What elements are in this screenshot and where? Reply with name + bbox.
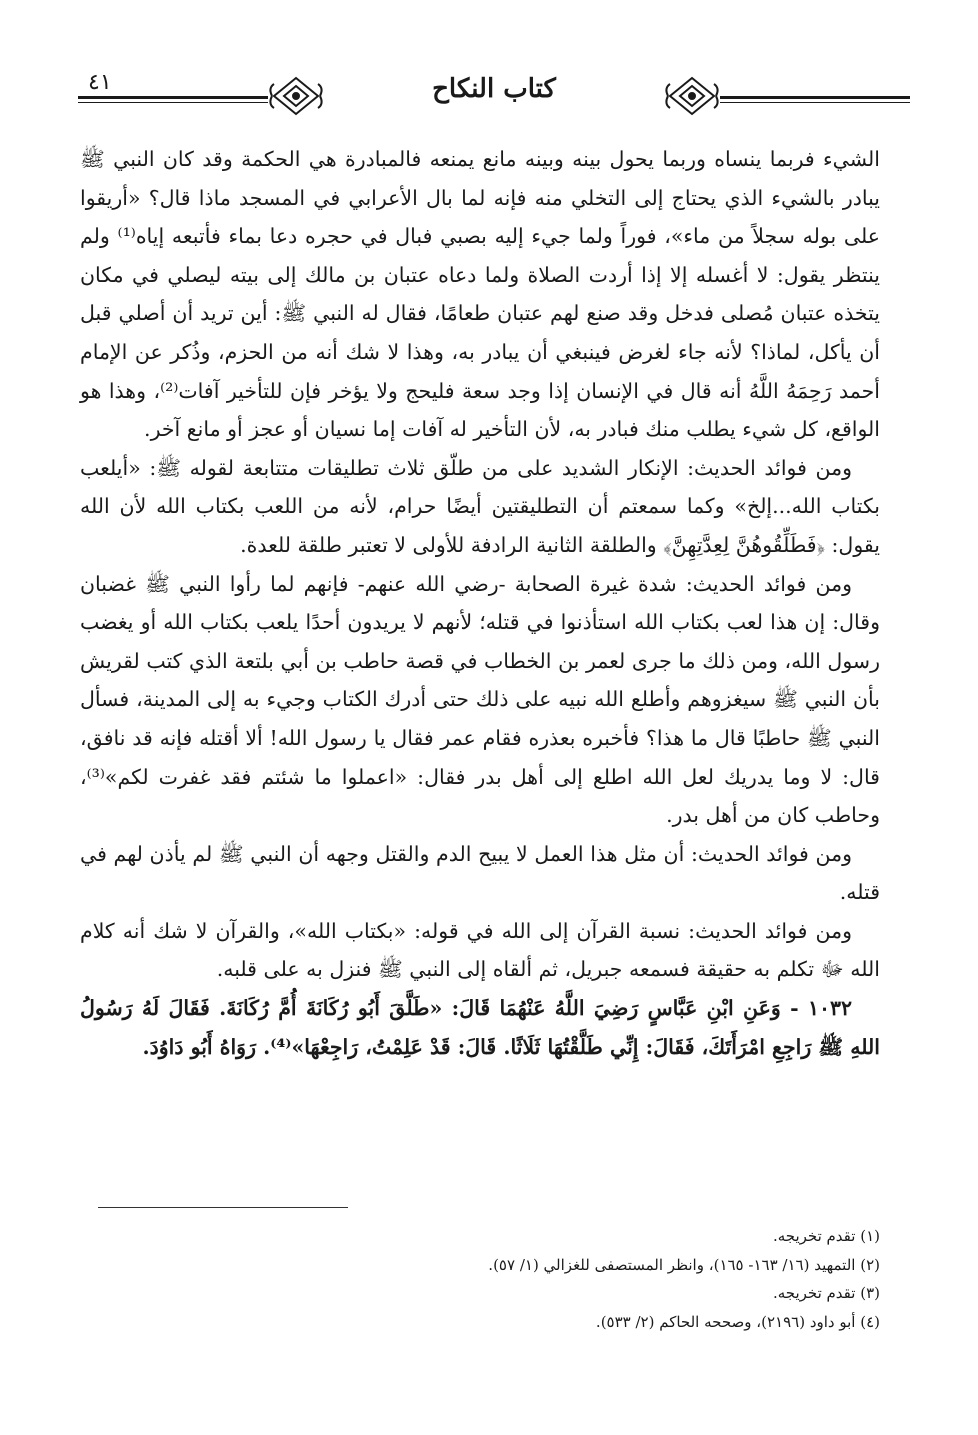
hadith-text: ١٠٣٢ - وَعَنِ ابْنِ عَبَّاسٍ رَضِيَ اللَّهُ عَنْهُمَا قَالَ: «طَلَّقَ أَبُو رُكَانَةَ أُمَّ رُكَانَةَ. فَقَالَ لَهُ رَسُولُ اللهِ ﷺ رَاجِعِ امْرَأَتَكَ، فَقَالَ: إِنِّي طَلَّقْتُهَا ثَلَاثًا. قَالَ: قَدْ عَلِمْتُ، رَاجِعْهَا»⁽⁴⁾. رَوَاهُ أَبُو دَاوُدَ. [80, 996, 880, 1059]
footnote: (٤) أبو داود (٢١٩٦)، وصححه الحاكم (٢/ ٥٣٣). [595, 1312, 880, 1331]
footnote: (٣) تقدم تخريجه. [772, 1284, 880, 1302]
paragraph: الشيء فربما ينساه وربما يحول بينه وبينه مانع يمنعه فالمبادرة هي الحكمة وقد كان النبي ﷺ يبادر بالشيء الذي يحتاج إلى التخلي منه فإنه لما بال الأعرابي في المسجد ماذا قال؟ «أريقوا على بوله سجلاً من ماء»، فوراً ولما جيء إليه بصبي فبال في حجره دعا بماء فأتبعه إياه⁽¹⁾ ولم ينتظر يقول: لا أغسله إلا إذا أردت الصلاة ولما دعاه عتبان بن مالك إلى بيته ليصلي في مكان يتخذه عتبان مُصلى فدخل وقد صنع لهم عتبان طعامًا، فقال له النبي ﷺ: أين تريد أن أصلي قبل أن يأكل، لماذا؟ لأنه جاء لغرض فينبغي أن يبادر به، وهذا لا شك أنه من الحزم، وذُكر عن الإمام أحمد رَحِمَهُ اللَّهُ أنه قال في الإنسان إذا وجد سعة فليحج ولا يؤخر فإن للتأخير آفات⁽²⁾، وهذا هو الواقع، كل شيء يطلب منك فبادر به، لأن التأخير له آفات إما نسيان أو عجز أو مانع آخر. [80, 147, 881, 442]
paragraph: ومن فوائد الحديث: الإنكار الشديد على من طلّق ثلاث تطليقات متتابعة لقوله ﷺ: «أيلعب بكتاب الله...إلخ» وكما سمعتم أن التطليقتين أيضًا حرام، لأنه من اللعب بكتاب الله لأن الله يقول: ﴿فَطَلِّقُوهُنَّ لِعِدَّتِهِنَّ﴾ والطلقة الثانية الرادفة للأولى لا تعتبر طلقة للعدة. [80, 455, 880, 557]
ornament-right-icon [664, 74, 720, 118]
header-rule-left [78, 96, 268, 99]
footnote-divider [98, 1207, 348, 1208]
header-rule-right [720, 96, 910, 99]
page-number: ٤١ [88, 70, 112, 95]
running-title: كتاب النكاح [432, 74, 556, 104]
paragraph: ومن فوائد الحديث: أن مثل هذا العمل لا يبيح الدم والقتل وجهه أن النبي ﷺ لم يأذن لهم في قتله. [80, 841, 880, 905]
header-rule-left-thin [78, 102, 268, 103]
main-text [80, 140, 880, 1066]
paragraph: ومن فوائد الحديث: نسبة القرآن إلى الله في قوله: «بكتاب الله»، والقرآن لا شك أنه كلام الله ﷻ تكلم به حقيقة فسمعه جبريل، ثم ألقاه إلى النبي ﷺ فنزل به على قلبه. [80, 918, 880, 982]
header-rule-right-thin [720, 102, 910, 103]
paragraph: ومن فوائد الحديث: شدة غيرة الصحابة -رضي الله عنهم- فإنهم لما رأوا النبي ﷺ غضبان وقال: إن هذا لعب بكتاب الله استأذنوا في قتله؛ لأنهم لا يريدون أحدًا يلعب بكتاب الله أو يغضب رسول الله، ومن ذلك ما جرى لعمر بن الخطاب في قصة حاطب بن أبي بلتعة الذي كتب لقريش بأن النبي ﷺ سيغزوهم وأطلع الله نبيه على ذلك حتى أدرك الكتاب وجيء به إلى المدينة، فسأل النبي ﷺ حاطبًا قال ما هذا؟ فأخبره بعذره فقام عمر فقال يا رسول الله! ألا أقتله فإنه قد نافق، قال: لا وما يدريك لعل الله اطلع إلى أهل بدر فقال: «اعملوا ما شئتم فقد غفرت لكم»⁽³⁾، وحاطب كان من أهل بدر. [80, 571, 880, 828]
footnotes [300, 1222, 880, 1336]
page-header [78, 64, 910, 126]
footnote: (٢) التمهيد (١٦/ ١٦٣- ١٦٥)، وانظر المستصفى للغزالي (١/ ٥٧). [488, 1255, 880, 1274]
footnote: (١) تقدم تخريجه. [772, 1227, 880, 1245]
ornament-left-icon [268, 74, 324, 118]
